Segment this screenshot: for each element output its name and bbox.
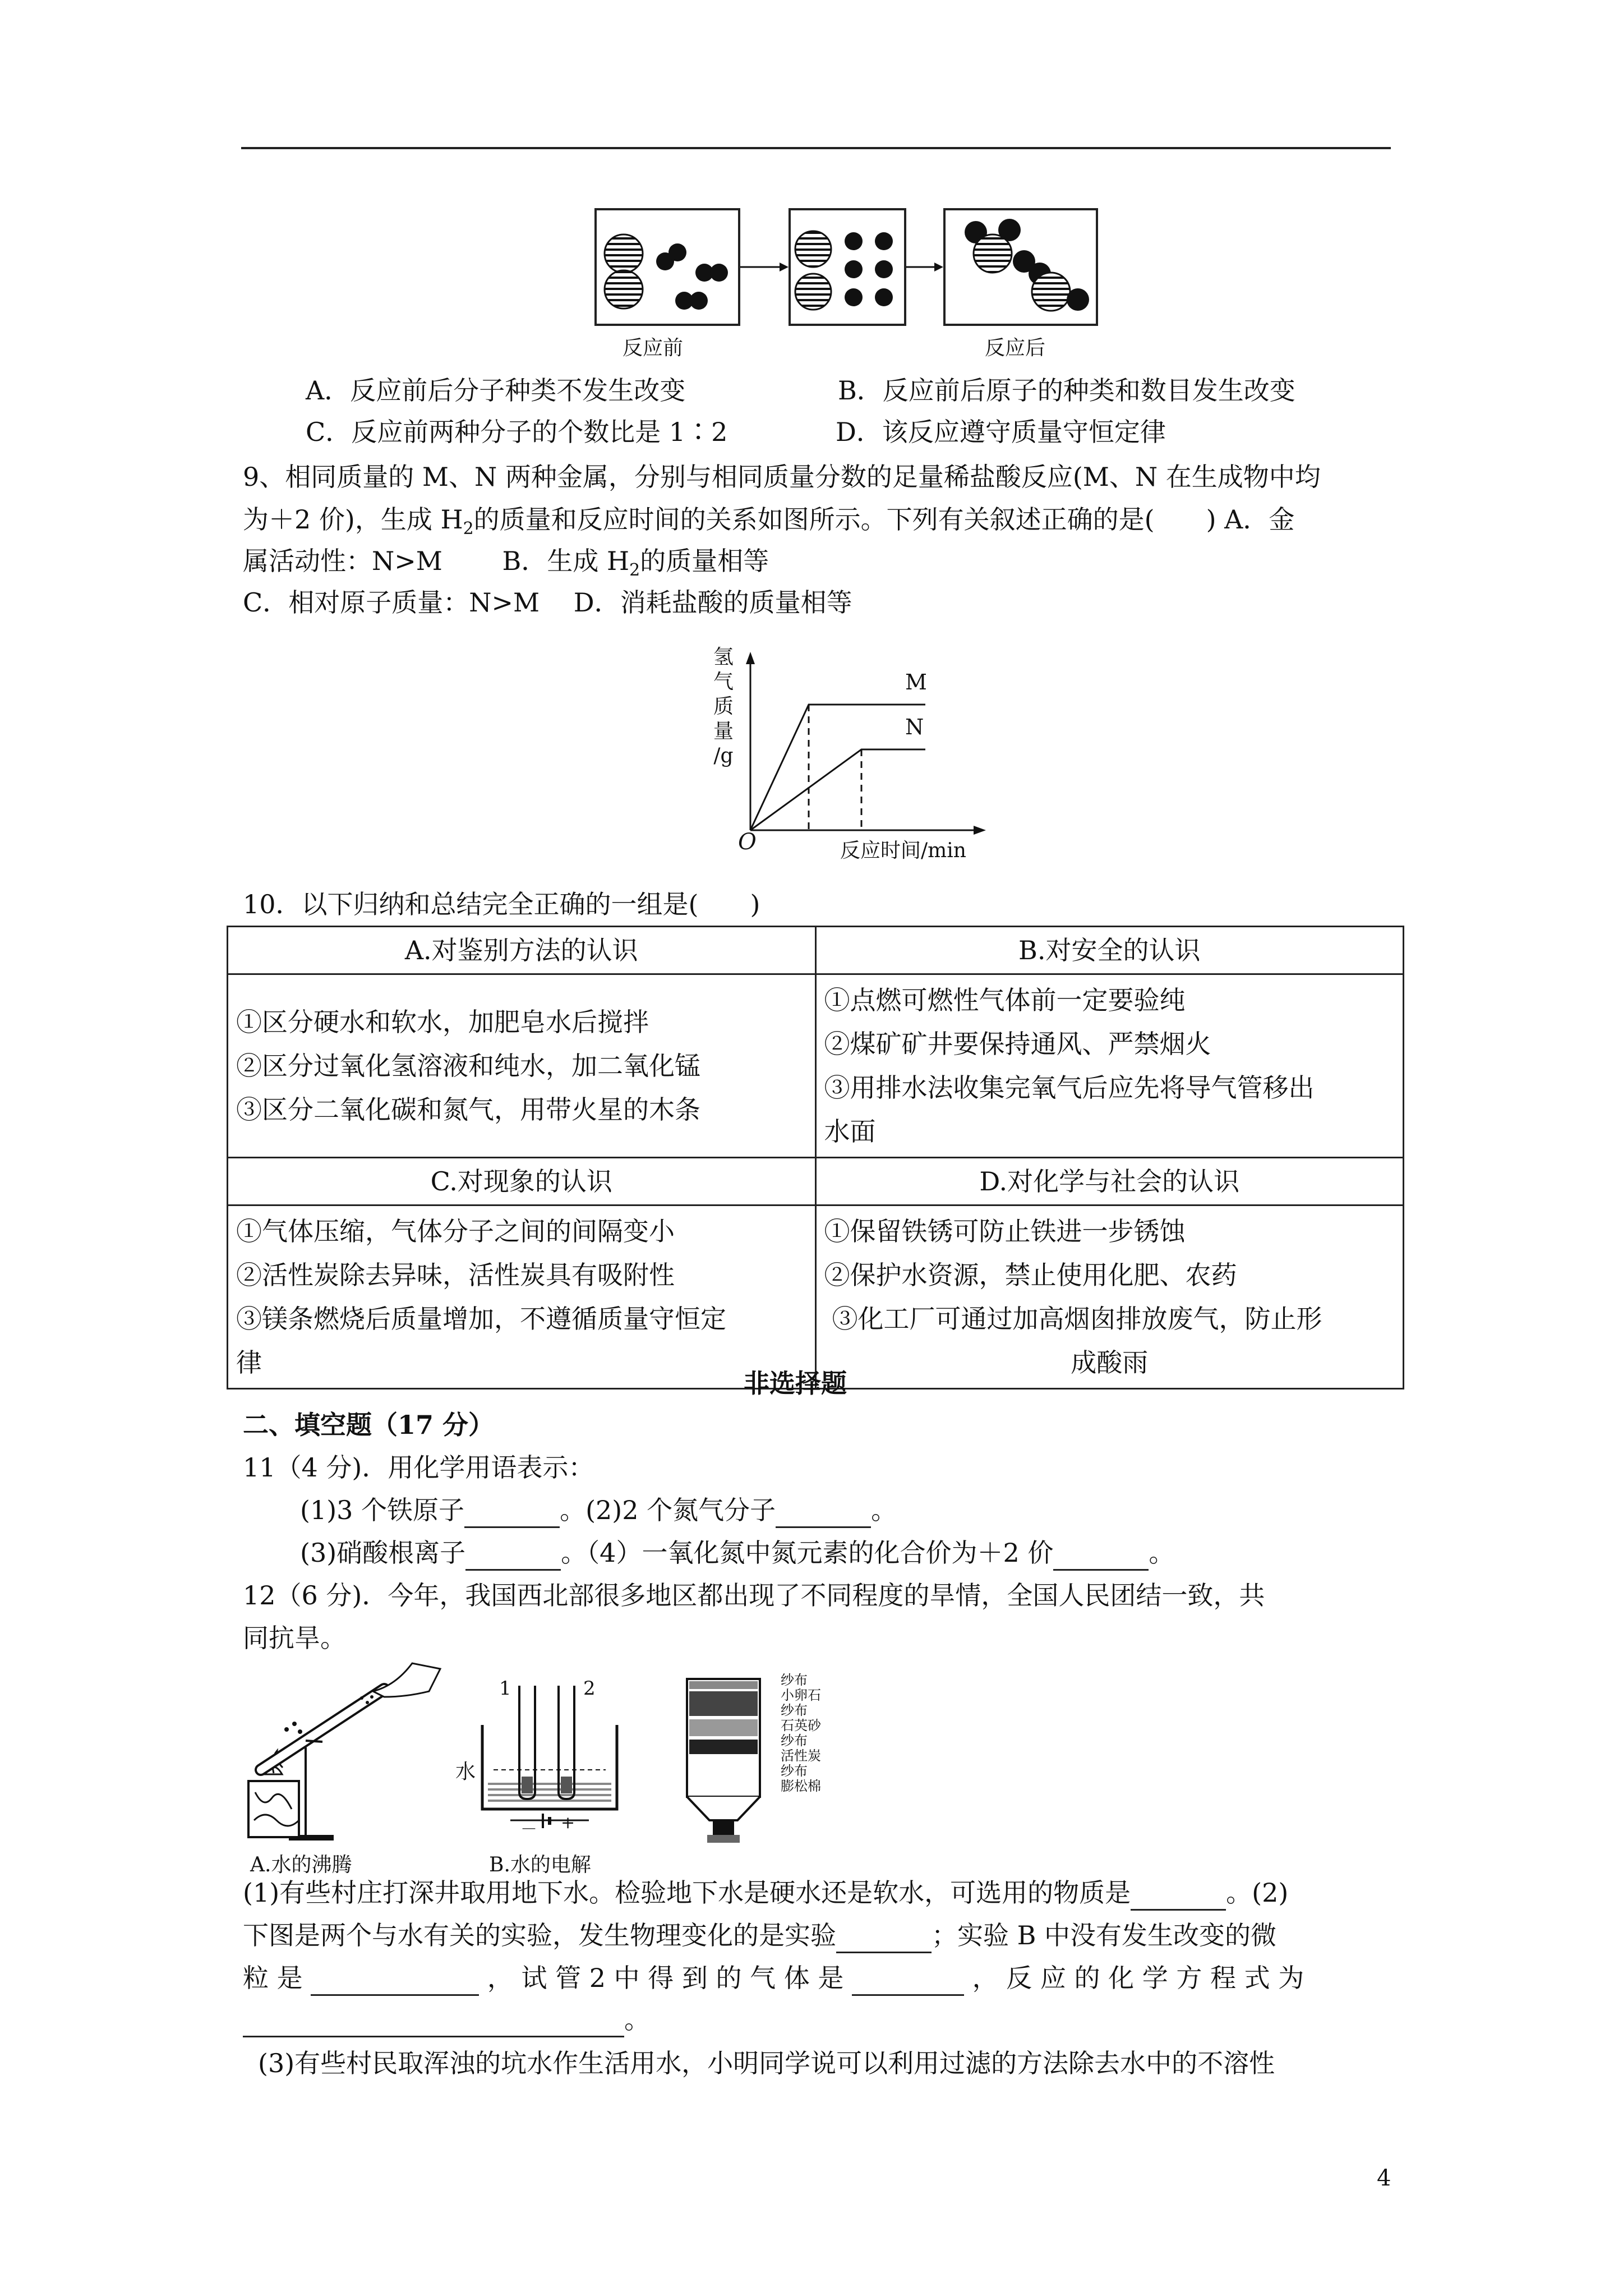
answer-blank[interactable] (465, 1544, 561, 1571)
list-item: ②活性炭除去异味，活性炭具有吸附性 (236, 1260, 675, 1290)
hatched-atom (605, 270, 643, 309)
layer-label: 纱布 (781, 1733, 808, 1749)
q8-option-d: D．该反应遵守质量守恒定律 (836, 417, 1166, 447)
molecule-diagram (594, 208, 1099, 326)
fill-in-heading: 二、填空题（17 分） (243, 1410, 495, 1440)
q9-line-2 (243, 501, 1294, 547)
cell-d-body (815, 1205, 1404, 1389)
y-label-char: 质 (713, 695, 734, 718)
list-item: ③用排水法收集完氧气后应先将导气管移出 (824, 1073, 1315, 1103)
black-atom (710, 264, 728, 282)
cell-a-body (228, 974, 816, 1158)
q12-para-3 (243, 1960, 1304, 1996)
list-item: 成酸雨 (1071, 1347, 1149, 1378)
q12-text: 。 (624, 2004, 650, 2035)
cell-c-title: C.对现象的认识 (228, 1158, 816, 1205)
q12-para-1 (243, 1875, 1288, 1911)
page-number: 4 (1377, 2165, 1391, 2191)
layer-label: 活性炭 (781, 1748, 821, 1764)
q9-text: 的质量相等 (640, 546, 769, 576)
q12-line-1: 12（6 分)．今年，我国西北部很多地区都出现了不同程度的旱情，全国人民团结一致，共 (243, 1580, 1265, 1611)
list-item: ③化工厂可通过加高烟囱排放废气，防止形 (832, 1304, 1322, 1334)
tube-2-label: 2 (583, 1677, 596, 1700)
fig-a-caption: A.水的沸腾 (250, 1853, 352, 1876)
cell-c-body (228, 1205, 816, 1389)
water-label: 水 (455, 1760, 476, 1783)
layer-label: 膨松棉 (781, 1778, 821, 1794)
q11-stem: 11（4 分)．用化学用语表示： (243, 1452, 594, 1483)
q11-line-1 (300, 1492, 897, 1528)
list-item: 律 (236, 1347, 262, 1378)
list-item: ①气体压缩，气体分子之间的间隔变小 (236, 1216, 675, 1246)
q12-para-5: (3)有些村民取浑浊的坑水作生活用水，小明同学说可以利用过滤的方法除去水中的不溶性 (258, 2048, 1275, 2078)
boiling-apparatus (238, 1658, 451, 1843)
answer-blank[interactable] (776, 1502, 871, 1528)
graph-axes (707, 645, 998, 858)
list-item: ①区分硬水和软水，加肥皂水后搅拌 (236, 1007, 649, 1037)
q9-line-4: C．相对原子质量：N>M D．消耗盐酸的质量相等 (243, 587, 852, 618)
q8-option-a: A．反应前后分子种类不发生改变 (306, 375, 686, 406)
list-item: ①点燃可燃性气体前一定要验纯 (824, 985, 1186, 1015)
y-axis-label (712, 645, 735, 769)
layer-label: 石英砂 (781, 1718, 821, 1733)
label-n: N (905, 715, 924, 739)
nonchoice-heading: 非选择题 (744, 1368, 847, 1398)
q9-text: 的质量和反应时间的关系如图所示。下列有关叙述正确的是( ) A．金 (473, 504, 1295, 535)
q11-text: 。 (1149, 1538, 1175, 1568)
q12-para-2 (243, 1917, 1276, 1953)
y-label-char: 氢 (713, 646, 734, 669)
y-label-char: /g (713, 744, 734, 767)
answer-blank[interactable] (243, 2011, 624, 2037)
q11-text: 。（4）一氧化氮中氮元素的化合价为＋2 价 (561, 1538, 1054, 1568)
cell-d-title: D.对化学与社会的认识 (815, 1158, 1404, 1205)
cell-a-title: A.对鉴别方法的认识 (228, 927, 816, 974)
filter-bottle (681, 1669, 777, 1860)
list-item: ③镁条燃烧后质量增加，不遵循质量守恒定 (236, 1304, 726, 1334)
electrolysis-apparatus (449, 1669, 639, 1843)
q12-text: ；实验 B 中没有发生改变的微 (932, 1920, 1277, 1950)
caption-before: 反应前 (623, 337, 684, 360)
header-rule (241, 147, 1391, 149)
answer-blank[interactable] (852, 1970, 964, 1996)
list-item: ②保护水资源，禁止使用化肥、农药 (824, 1260, 1237, 1290)
h2-subscript: 2 (629, 560, 640, 581)
layer-label: 小卵石 (781, 1687, 821, 1703)
q12-text: (1)有些村庄打深井取用地下水。检验地下水是硬水还是软水，可选用的物质是 (243, 1878, 1131, 1908)
answer-blank[interactable] (1053, 1544, 1149, 1571)
list-item: ①保留铁锈可防止铁进一步锈蚀 (824, 1216, 1186, 1246)
q12-text: 粒 是 (243, 1963, 303, 1993)
q10-table (227, 926, 1404, 1389)
q12-text: 。(2) (1226, 1878, 1289, 1908)
y-label-char: 量 (713, 720, 734, 743)
black-atom (690, 292, 708, 310)
q12-text: ， 试 管 2 中 得 到 的 气 体 是 (487, 1963, 844, 1993)
hatched-atom (605, 234, 643, 273)
answer-blank[interactable] (1131, 1884, 1226, 1911)
x-axis-label: 反应时间/min (840, 839, 966, 862)
minus-label: － (520, 1820, 537, 1839)
list-item: ②煤矿矿井要保持通风、严禁烟火 (824, 1029, 1211, 1059)
origin-label: O (738, 829, 757, 855)
y-label-char: 气 (713, 670, 734, 693)
q8-option-b: B．反应前后原子的种类和数目发生改变 (838, 375, 1295, 406)
black-atom (668, 243, 686, 261)
list-item: 水面 (824, 1116, 876, 1147)
curve-n (750, 749, 925, 830)
q9-text: 为＋2 价)，生成 H (243, 504, 463, 535)
label-m: M (905, 670, 927, 694)
q12-text: 下图是两个与水有关的实验，发生物理变化的是实验 (243, 1920, 836, 1950)
q9-line-3 (243, 543, 769, 588)
q11-text: (3)硝酸根离子 (300, 1538, 466, 1568)
q11-text: 。 (871, 1495, 897, 1525)
cell-b-body (815, 974, 1404, 1158)
answer-blank[interactable] (836, 1927, 932, 1953)
q9-text: 属活动性：N>M B．生成 H (243, 546, 630, 576)
q11-line-2 (300, 1535, 1174, 1571)
tube-1-label: 1 (499, 1677, 511, 1700)
q11-text: (1)3 个铁原子 (300, 1495, 465, 1525)
list-item: ②区分过氧化氢溶液和纯水，加二氧化锰 (236, 1051, 700, 1081)
q12-para-4 (243, 2001, 650, 2037)
list-item: ③区分二氧化碳和氮气，用带火星的木条 (236, 1094, 700, 1125)
answer-blank[interactable] (311, 1970, 479, 1996)
q10-stem: 10．以下归纳和总结完全正确的一组是( ) (243, 889, 760, 919)
h2-subscript: 2 (463, 519, 474, 539)
layer-label: 纱布 (781, 1763, 808, 1779)
q9-line-1: 9、相同质量的 M、N 两种金属，分别与相同质量分数的足量稀盐酸反应(M、N 在生成物中均 (243, 462, 1321, 492)
q12-text: ， 反 应 的 化 学 方 程 式 为 (972, 1963, 1304, 1993)
q11-text: 。(2)2 个氮气分子 (560, 1495, 776, 1525)
layer-label: 纱布 (781, 1672, 808, 1688)
answer-blank[interactable] (464, 1502, 560, 1528)
caption-after: 反应后 (985, 337, 1046, 360)
plus-label: + (561, 1813, 575, 1833)
fig-b-caption: B.水的电解 (489, 1853, 591, 1876)
filter-layer-labels (781, 1673, 821, 1794)
q8-option-c: C．反应前两种分子的个数比是 1∶2 (306, 417, 728, 447)
cell-b-title: B.对安全的认识 (815, 927, 1404, 974)
layer-label: 纱布 (781, 1703, 808, 1718)
q12-line-2: 同抗旱。 (243, 1623, 346, 1653)
